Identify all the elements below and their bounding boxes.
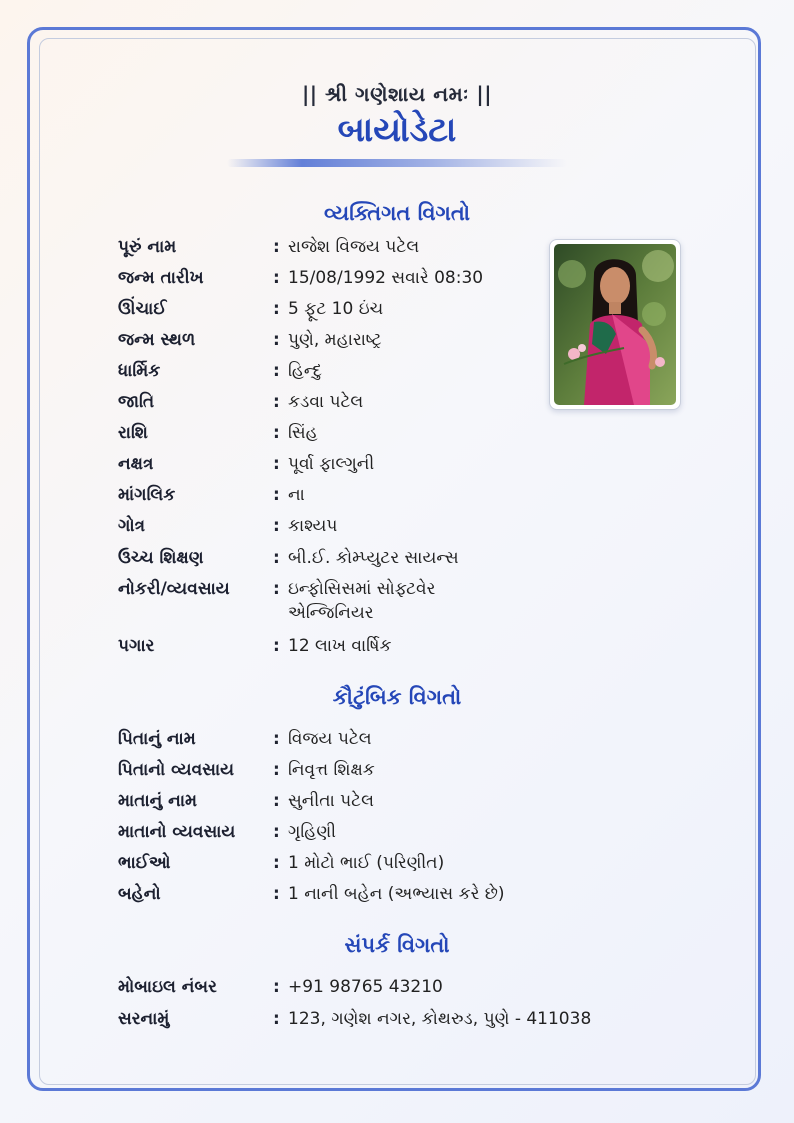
detail-value: ના xyxy=(288,485,305,505)
detail-label: ધાર્મિક xyxy=(118,361,161,381)
detail-value: પુણે, મહારાષ્ટ્ર xyxy=(288,330,382,350)
separator: : xyxy=(273,1009,280,1029)
separator: : xyxy=(273,268,280,288)
invocation-text: || શ્રી ગણેશાય નમઃ || xyxy=(301,82,493,106)
separator: : xyxy=(273,636,280,656)
separator: : xyxy=(273,299,280,319)
detail-value: 15/08/1992 સવારે 08:30 xyxy=(288,268,484,288)
separator: : xyxy=(273,853,280,873)
detail-label: ઉચ્ચ શિક્ષણ xyxy=(118,548,204,568)
detail-value: 12 લાખ વાર્ષિક xyxy=(288,636,392,656)
family-details-heading: કૌટુંબિક વિગતો xyxy=(332,685,462,709)
detail-label: જાતિ xyxy=(118,392,155,412)
detail-value: 1 નાની બહેન (અભ્યાસ કરે છે) xyxy=(288,884,505,904)
separator: : xyxy=(273,579,280,599)
detail-label: બહેનો xyxy=(118,884,161,904)
detail-value: નિવૃત્ત શિક્ષક xyxy=(288,760,375,780)
detail-value: ગૃહિણી xyxy=(288,822,337,842)
detail-value: +91 98765 43210 xyxy=(288,977,443,997)
separator: : xyxy=(273,237,280,257)
detail-value: કડવા પટેલ xyxy=(288,392,364,412)
separator: : xyxy=(273,791,280,811)
separator: : xyxy=(273,884,280,904)
detail-label: માંગલિક xyxy=(118,485,176,505)
detail-label: રાશિ xyxy=(118,423,148,443)
detail-value: સુનીતા પટેલ xyxy=(288,791,374,811)
detail-value: 123, ગણેશ નગર, કોથરુડ, પુણે - 411038 xyxy=(288,1009,592,1029)
title-underline xyxy=(227,159,567,167)
personal-details-heading: વ્યક્તિગત વિગતો xyxy=(323,201,471,225)
detail-label: નક્ષત્ર xyxy=(118,454,154,474)
separator: : xyxy=(273,485,280,505)
detail-value: 1 મોટો ભાઈ (પરિણીત) xyxy=(288,853,445,873)
detail-label: જન્મ તારીખ xyxy=(118,268,204,288)
separator: : xyxy=(273,760,280,780)
separator: : xyxy=(273,392,280,412)
detail-label: ભાઈઓ xyxy=(118,853,171,873)
detail-label: જન્મ સ્થળ xyxy=(118,330,196,350)
detail-label: પગાર xyxy=(118,636,155,656)
detail-value: રાજેશ વિજય પટેલ xyxy=(288,237,420,257)
detail-value: કાશ્યપ xyxy=(288,516,338,536)
detail-value: બી.ઈ. કોમ્પ્યુટર સાયન્સ xyxy=(288,548,459,568)
detail-value: હિન્દુ xyxy=(288,361,322,381)
detail-label: ગોત્ર xyxy=(118,516,146,536)
separator: : xyxy=(273,330,280,350)
detail-label: માતાનું નામ xyxy=(118,791,198,811)
separator: : xyxy=(273,361,280,381)
separator: : xyxy=(273,423,280,443)
portrait-image xyxy=(554,244,676,405)
detail-value: સિંહ xyxy=(288,423,318,443)
detail-value: 5 ફૂટ 10 ઇંચ xyxy=(288,299,384,319)
detail-label: નોકરી/વ્યવસાય xyxy=(118,579,230,599)
detail-label: માતાનો વ્યવસાય xyxy=(118,822,236,842)
detail-value: ઇન્ફોસિસમાં સોફ્ટવેર એન્જિનિયર xyxy=(288,579,436,623)
detail-label: મોબાઇલ નંબર xyxy=(118,977,217,997)
page-title: બાયોડેટા xyxy=(337,110,457,150)
contact-details-heading: સંપર્ક વિગતો xyxy=(344,933,450,957)
separator: : xyxy=(273,822,280,842)
separator: : xyxy=(273,977,280,997)
detail-label: સરનામું xyxy=(118,1009,170,1029)
separator: : xyxy=(273,729,280,749)
detail-value: વિજય પટેલ xyxy=(288,729,372,749)
detail-label: પિતાનો વ્યવસાય xyxy=(118,760,235,780)
profile-photo xyxy=(549,239,681,410)
detail-label: પૂરું નામ xyxy=(118,237,177,257)
detail-value: પૂર્વા ફાલ્ગુની xyxy=(288,454,375,474)
detail-label: ઊંચાઈ xyxy=(118,299,167,319)
separator: : xyxy=(273,516,280,536)
detail-label: પિતાનું નામ xyxy=(118,729,196,749)
separator: : xyxy=(273,454,280,474)
separator: : xyxy=(273,548,280,568)
